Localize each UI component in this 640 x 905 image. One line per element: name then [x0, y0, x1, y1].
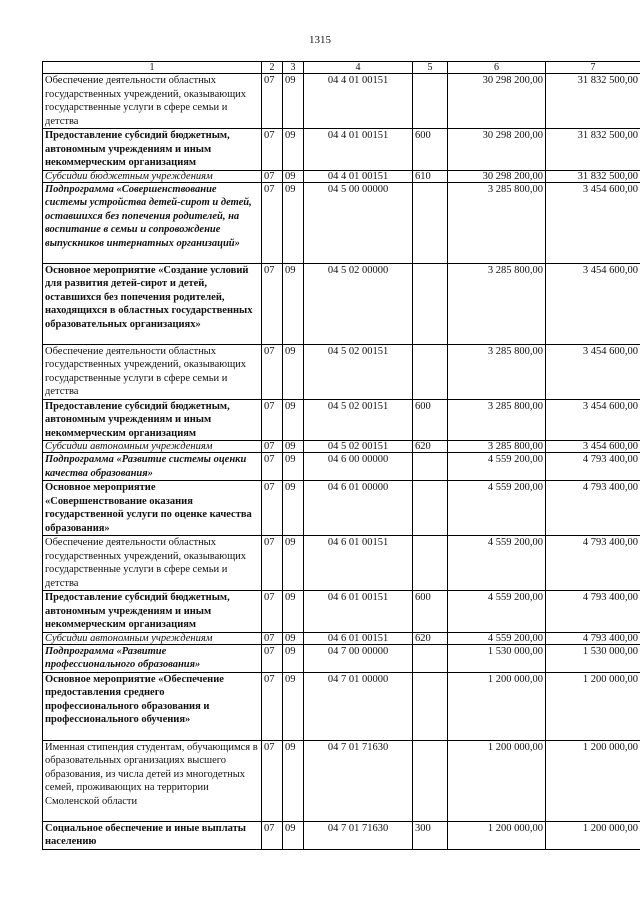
expense-type-cell: 600 — [413, 129, 448, 171]
expense-type-cell — [413, 536, 448, 591]
subsection-cell: 09 — [283, 591, 304, 633]
section-cell: 07 — [262, 129, 283, 171]
amount-year2-cell: 4 793 400,00 — [546, 481, 640, 536]
amount-year2-cell: 1 530 000,00 — [546, 644, 640, 672]
target-article-cell: 04 4 01 00151 — [304, 74, 413, 129]
amount-year2-cell: 3 454 600,00 — [546, 182, 640, 263]
subsection-cell: 09 — [283, 399, 304, 441]
row-name-cell: Субсидии автономным учреждениям — [43, 441, 262, 453]
table-row — [43, 644, 640, 672]
amount-year2-cell: 31 832 500,00 — [546, 129, 640, 171]
amount-year1-cell: 1 200 000,00 — [448, 740, 546, 821]
target-article-cell: 04 6 00 00000 — [304, 453, 413, 481]
target-article-cell: 04 6 01 00151 — [304, 632, 413, 644]
amount-year1-cell: 1 200 000,00 — [448, 672, 546, 740]
table-row — [43, 740, 640, 821]
table-body — [43, 62, 640, 850]
row-name-cell: Основное мероприятие «Совершенствование оказания государственной услуги по оценке качества образования» — [43, 481, 262, 536]
section-cell: 07 — [262, 821, 283, 849]
expense-type-cell — [413, 344, 448, 399]
header-cell: 2 — [262, 62, 283, 74]
subsection-cell: 09 — [283, 453, 304, 481]
target-article-cell: 04 6 01 00000 — [304, 481, 413, 536]
page-number: 1315 — [309, 34, 331, 46]
row-name-cell: Обеспечение деятельности областных государственных учреждений, оказывающих государственные услуги в сфере семьи и детства — [43, 344, 262, 399]
row-name-cell: Подпрограмма «Развитие системы оценки качества образования» — [43, 453, 262, 481]
subsection-cell: 09 — [283, 441, 304, 453]
amount-year1-cell: 4 559 200,00 — [448, 453, 546, 481]
amount-year1-cell: 30 298 200,00 — [448, 129, 546, 171]
amount-year1-cell: 1 200 000,00 — [448, 821, 546, 849]
amount-year2-cell: 1 200 000,00 — [546, 672, 640, 740]
table-row — [43, 74, 640, 129]
row-name-cell: Субсидии бюджетным учреждениям — [43, 170, 262, 182]
target-article-cell: 04 6 01 00151 — [304, 536, 413, 591]
subsection-cell: 09 — [283, 74, 304, 129]
expense-type-cell — [413, 182, 448, 263]
target-article-cell: 04 4 01 00151 — [304, 129, 413, 171]
section-cell: 07 — [262, 399, 283, 441]
amount-year2-cell: 4 793 400,00 — [546, 591, 640, 633]
subsection-cell: 09 — [283, 182, 304, 263]
section-cell: 07 — [262, 344, 283, 399]
section-cell: 07 — [262, 263, 283, 344]
amount-year2-cell: 3 454 600,00 — [546, 399, 640, 441]
target-article-cell: 04 7 01 71630 — [304, 740, 413, 821]
expense-type-cell — [413, 644, 448, 672]
budget-table — [42, 61, 640, 850]
target-article-cell: 04 5 02 00151 — [304, 344, 413, 399]
table-row — [43, 821, 640, 849]
amount-year2-cell: 1 200 000,00 — [546, 821, 640, 849]
subsection-cell: 09 — [283, 263, 304, 344]
amount-year1-cell: 3 285 800,00 — [448, 263, 546, 344]
header-cell: 1 — [43, 62, 262, 74]
section-cell: 07 — [262, 644, 283, 672]
expense-type-cell: 620 — [413, 632, 448, 644]
section-cell: 07 — [262, 632, 283, 644]
target-article-cell: 04 5 02 00000 — [304, 263, 413, 344]
table-row — [43, 170, 640, 182]
header-cell: 7 — [546, 62, 640, 74]
table-row — [43, 441, 640, 453]
expense-type-cell — [413, 453, 448, 481]
table-row — [43, 591, 640, 633]
table-row — [43, 263, 640, 344]
target-article-cell: 04 5 02 00151 — [304, 441, 413, 453]
amount-year1-cell: 3 285 800,00 — [448, 182, 546, 263]
section-cell: 07 — [262, 481, 283, 536]
subsection-cell: 09 — [283, 170, 304, 182]
subsection-cell: 09 — [283, 672, 304, 740]
header-cell: 5 — [413, 62, 448, 74]
amount-year1-cell: 30 298 200,00 — [448, 74, 546, 129]
subsection-cell: 09 — [283, 344, 304, 399]
amount-year1-cell: 3 285 800,00 — [448, 399, 546, 441]
row-name-cell: Предоставление субсидий бюджетным, автономным учреждениям и иным некоммерческим организациям — [43, 591, 262, 633]
expense-type-cell — [413, 672, 448, 740]
row-name-cell: Субсидии автономным учреждениям — [43, 632, 262, 644]
row-name-cell: Именная стипендия студентам, обучающимся в образовательных организациях высшего образования, из числа детей из многодетных семей, проживающих на территории Смоленской области — [43, 740, 262, 821]
section-cell: 07 — [262, 170, 283, 182]
section-cell: 07 — [262, 591, 283, 633]
table-row — [43, 632, 640, 644]
row-name-cell: Обеспечение деятельности областных государственных учреждений, оказывающих государственные услуги в сфере семьи и детства — [43, 74, 262, 129]
row-name-cell: Обеспечение деятельности областных государственных учреждений, оказывающих государственные услуги в сфере семьи и детства — [43, 536, 262, 591]
amount-year1-cell: 4 559 200,00 — [448, 591, 546, 633]
subsection-cell: 09 — [283, 740, 304, 821]
table-row — [43, 399, 640, 441]
subsection-cell: 09 — [283, 129, 304, 171]
row-name-cell: Предоставление субсидий бюджетным, автономным учреждениям и иным некоммерческим организациям — [43, 129, 262, 171]
section-cell: 07 — [262, 536, 283, 591]
expense-type-cell — [413, 481, 448, 536]
amount-year2-cell: 3 454 600,00 — [546, 441, 640, 453]
amount-year1-cell: 3 285 800,00 — [448, 344, 546, 399]
row-name-cell: Подпрограмма «Совершенствование системы устройства детей-сирот и детей, оставшихся без попечения родителей, на воспитание в семьи и сопровождение выпускников интернатных организаций» — [43, 182, 262, 263]
subsection-cell: 09 — [283, 536, 304, 591]
table-row — [43, 453, 640, 481]
amount-year2-cell: 3 454 600,00 — [546, 344, 640, 399]
table-row — [43, 344, 640, 399]
section-cell: 07 — [262, 441, 283, 453]
table-row — [43, 672, 640, 740]
target-article-cell: 04 7 01 71630 — [304, 821, 413, 849]
section-cell: 07 — [262, 740, 283, 821]
amount-year1-cell: 4 559 200,00 — [448, 536, 546, 591]
row-name-cell: Предоставление субсидий бюджетным, автономным учреждениям и иным некоммерческим организациям — [43, 399, 262, 441]
target-article-cell: 04 5 02 00151 — [304, 399, 413, 441]
target-article-cell: 04 4 01 00151 — [304, 170, 413, 182]
header-cell: 3 — [283, 62, 304, 74]
target-article-cell: 04 6 01 00151 — [304, 591, 413, 633]
subsection-cell: 09 — [283, 632, 304, 644]
header-cell: 4 — [304, 62, 413, 74]
row-name-cell: Основное мероприятие «Создание условий для развития детей-сирот и детей, оставшихся без попечения родителей, находящихся в областных государственных образовательных организациях» — [43, 263, 262, 344]
section-cell: 07 — [262, 74, 283, 129]
amount-year2-cell: 4 793 400,00 — [546, 536, 640, 591]
target-article-cell: 04 7 00 00000 — [304, 644, 413, 672]
amount-year1-cell: 4 559 200,00 — [448, 481, 546, 536]
header-cell: 6 — [448, 62, 546, 74]
subsection-cell: 09 — [283, 481, 304, 536]
table-row — [43, 536, 640, 591]
expense-type-cell: 620 — [413, 441, 448, 453]
subsection-cell: 09 — [283, 821, 304, 849]
target-article-cell: 04 5 00 00000 — [304, 182, 413, 263]
amount-year1-cell: 3 285 800,00 — [448, 441, 546, 453]
section-cell: 07 — [262, 453, 283, 481]
amount-year1-cell: 4 559 200,00 — [448, 632, 546, 644]
section-cell: 07 — [262, 672, 283, 740]
expense-type-cell: 600 — [413, 399, 448, 441]
amount-year2-cell: 3 454 600,00 — [546, 263, 640, 344]
row-name-cell: Подпрограмма «Развитие профессионального образования» — [43, 644, 262, 672]
expense-type-cell — [413, 74, 448, 129]
section-cell: 07 — [262, 182, 283, 263]
target-article-cell: 04 7 01 00000 — [304, 672, 413, 740]
table-row — [43, 182, 640, 263]
header-row — [43, 62, 640, 74]
table-row — [43, 129, 640, 171]
subsection-cell: 09 — [283, 644, 304, 672]
amount-year1-cell: 1 530 000,00 — [448, 644, 546, 672]
table-row — [43, 481, 640, 536]
expense-type-cell: 600 — [413, 591, 448, 633]
amount-year2-cell: 1 200 000,00 — [546, 740, 640, 821]
amount-year2-cell: 31 832 500,00 — [546, 74, 640, 129]
amount-year2-cell: 4 793 400,00 — [546, 453, 640, 481]
row-name-cell: Основное мероприятие «Обеспечение предоставления среднего профессионального образования и профессионального обучения» — [43, 672, 262, 740]
amount-year1-cell: 30 298 200,00 — [448, 170, 546, 182]
row-name-cell: Социальное обеспечение и иные выплаты населению — [43, 821, 262, 849]
expense-type-cell: 610 — [413, 170, 448, 182]
amount-year2-cell: 4 793 400,00 — [546, 632, 640, 644]
expense-type-cell: 300 — [413, 821, 448, 849]
amount-year2-cell: 31 832 500,00 — [546, 170, 640, 182]
expense-type-cell — [413, 263, 448, 344]
expense-type-cell — [413, 740, 448, 821]
